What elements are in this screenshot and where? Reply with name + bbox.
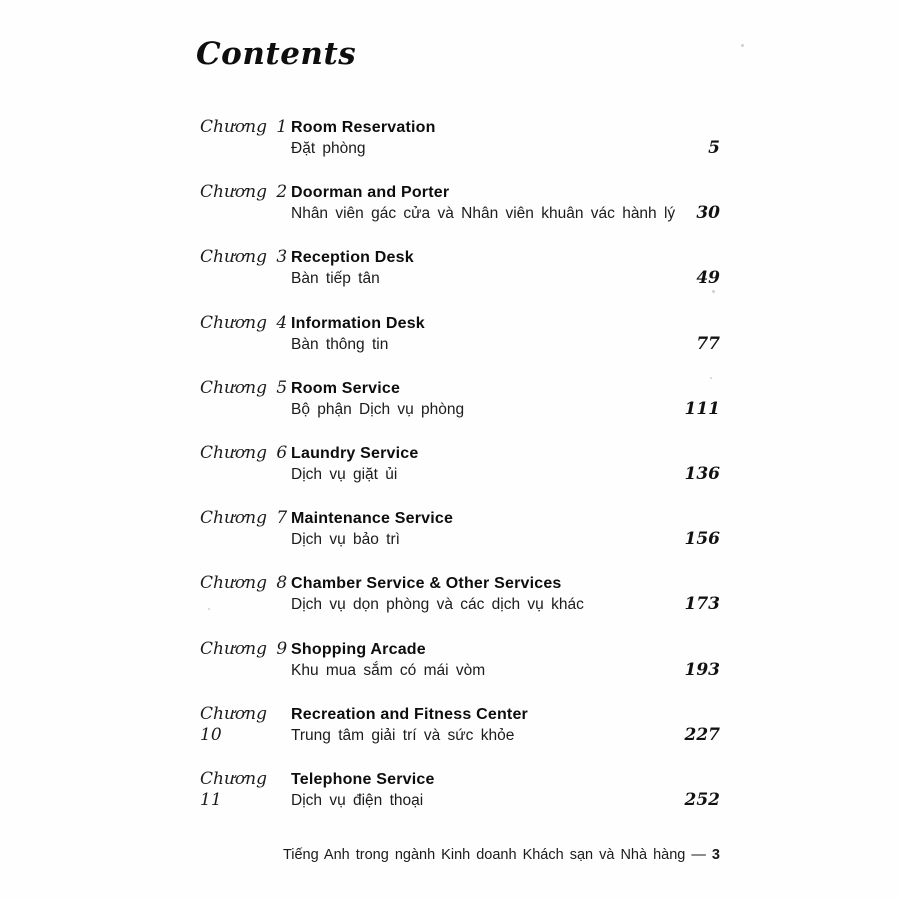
chapter-text (291, 117, 668, 160)
toc-entry (200, 378, 720, 443)
footer-text: Tiếng Anh trong ngành Kinh doanh Khách sạn và Nhà hàng (282, 847, 686, 863)
toc-entry (200, 769, 720, 834)
chapter-subtitle: Đặt phòng (291, 140, 366, 157)
toc-entry (200, 639, 720, 704)
chapter-text (291, 182, 676, 225)
chapter-title: Telephone Service (291, 770, 435, 788)
footer-page-number: 3 (711, 847, 720, 863)
chapter-title: Room Service (291, 379, 401, 397)
chapter-label: Chương 1 (200, 117, 288, 137)
chapter-label: Chương 10 (200, 703, 267, 745)
chapter-title: Shopping Arcade (291, 640, 426, 658)
chapter-title: Room Reservation (291, 119, 436, 136)
chapter-page-number: 136 (684, 463, 720, 484)
chapter-title: Doorman and Porter (291, 184, 450, 202)
chapter-label: Chương 5 (200, 377, 288, 398)
chapter-title: Information Desk (291, 314, 425, 332)
chapter-page-number: 156 (684, 529, 720, 550)
chapter-subtitle: Dịch vụ bảo trì (291, 531, 400, 549)
chapter-subtitle: Bàn tiếp tân (291, 270, 380, 288)
toc-entry (200, 443, 720, 508)
chapter-page-number: 252 (684, 789, 720, 810)
chapter-title: Maintenance Service (291, 510, 454, 528)
chapter-title: Recreation and Fitness Center (291, 705, 528, 723)
toc-entries (200, 117, 720, 834)
chapter-subtitle: Dịch vụ dọn phòng và các dịch vụ khác (291, 596, 584, 614)
page-footer (283, 846, 720, 864)
chapter-page-number: 227 (684, 724, 720, 745)
chapter-label: Chương 11 (200, 768, 267, 810)
toc-entry (200, 182, 720, 247)
chapter-subtitle: Bàn thông tin (291, 335, 389, 353)
chapter-title: Chamber Service & Other Services (291, 575, 562, 593)
toc-entry (200, 313, 720, 378)
toc-entry (200, 573, 720, 638)
chapter-label: Chương 4 (200, 312, 288, 333)
chapter-text (291, 508, 668, 551)
toc-entry (200, 117, 720, 182)
chapter-subtitle: Khu mua sắm có mái vòm (291, 661, 486, 679)
chapter-subtitle: Trung tâm giải trí và sức khỏe (291, 726, 515, 744)
chapter-subtitle: Nhân viên gác cửa và Nhân viên khuân vác hành lý (291, 205, 676, 223)
chapter-page-number: 111 (684, 398, 720, 419)
toc-entry (200, 247, 720, 312)
footer-separator: — (691, 847, 706, 863)
chapter-text (291, 769, 668, 812)
chapter-text (291, 443, 668, 486)
chapter-page-number: 30 (696, 203, 720, 224)
toc-entry (200, 704, 720, 769)
chapter-subtitle: Dịch vụ giặt ủi (291, 465, 398, 483)
chapter-title: Laundry Service (291, 444, 419, 462)
chapter-text (291, 704, 668, 747)
toc-entry (200, 508, 720, 573)
chapter-label: Chương 6 (200, 442, 288, 463)
scan-speck (712, 290, 715, 293)
chapter-page-number: 5 (708, 138, 720, 158)
chapter-label: Chương 7 (200, 508, 288, 529)
chapter-title: Reception Desk (291, 249, 414, 267)
chapter-page-number: 193 (684, 659, 720, 680)
chapter-text (291, 313, 668, 356)
scan-speck (741, 44, 744, 47)
chapter-text (291, 247, 668, 290)
scan-speck (208, 608, 210, 610)
chapter-label: Chương 3 (200, 247, 288, 268)
chapter-page-number: 173 (684, 594, 720, 615)
chapter-text (291, 573, 668, 616)
chapter-subtitle: Dịch vụ điện thoại (291, 791, 424, 809)
chapter-page-number: 77 (696, 333, 720, 354)
chapter-label: Chương 9 (200, 638, 288, 659)
page-title: Contents (196, 36, 357, 72)
scan-speck (710, 377, 712, 379)
chapter-label: Chương 2 (200, 182, 288, 203)
chapter-text (291, 378, 668, 421)
chapter-subtitle: Bộ phận Dịch vụ phòng (291, 400, 465, 418)
chapter-text (291, 639, 668, 682)
chapter-page-number: 49 (696, 268, 720, 289)
chapter-label: Chương 8 (200, 573, 288, 594)
